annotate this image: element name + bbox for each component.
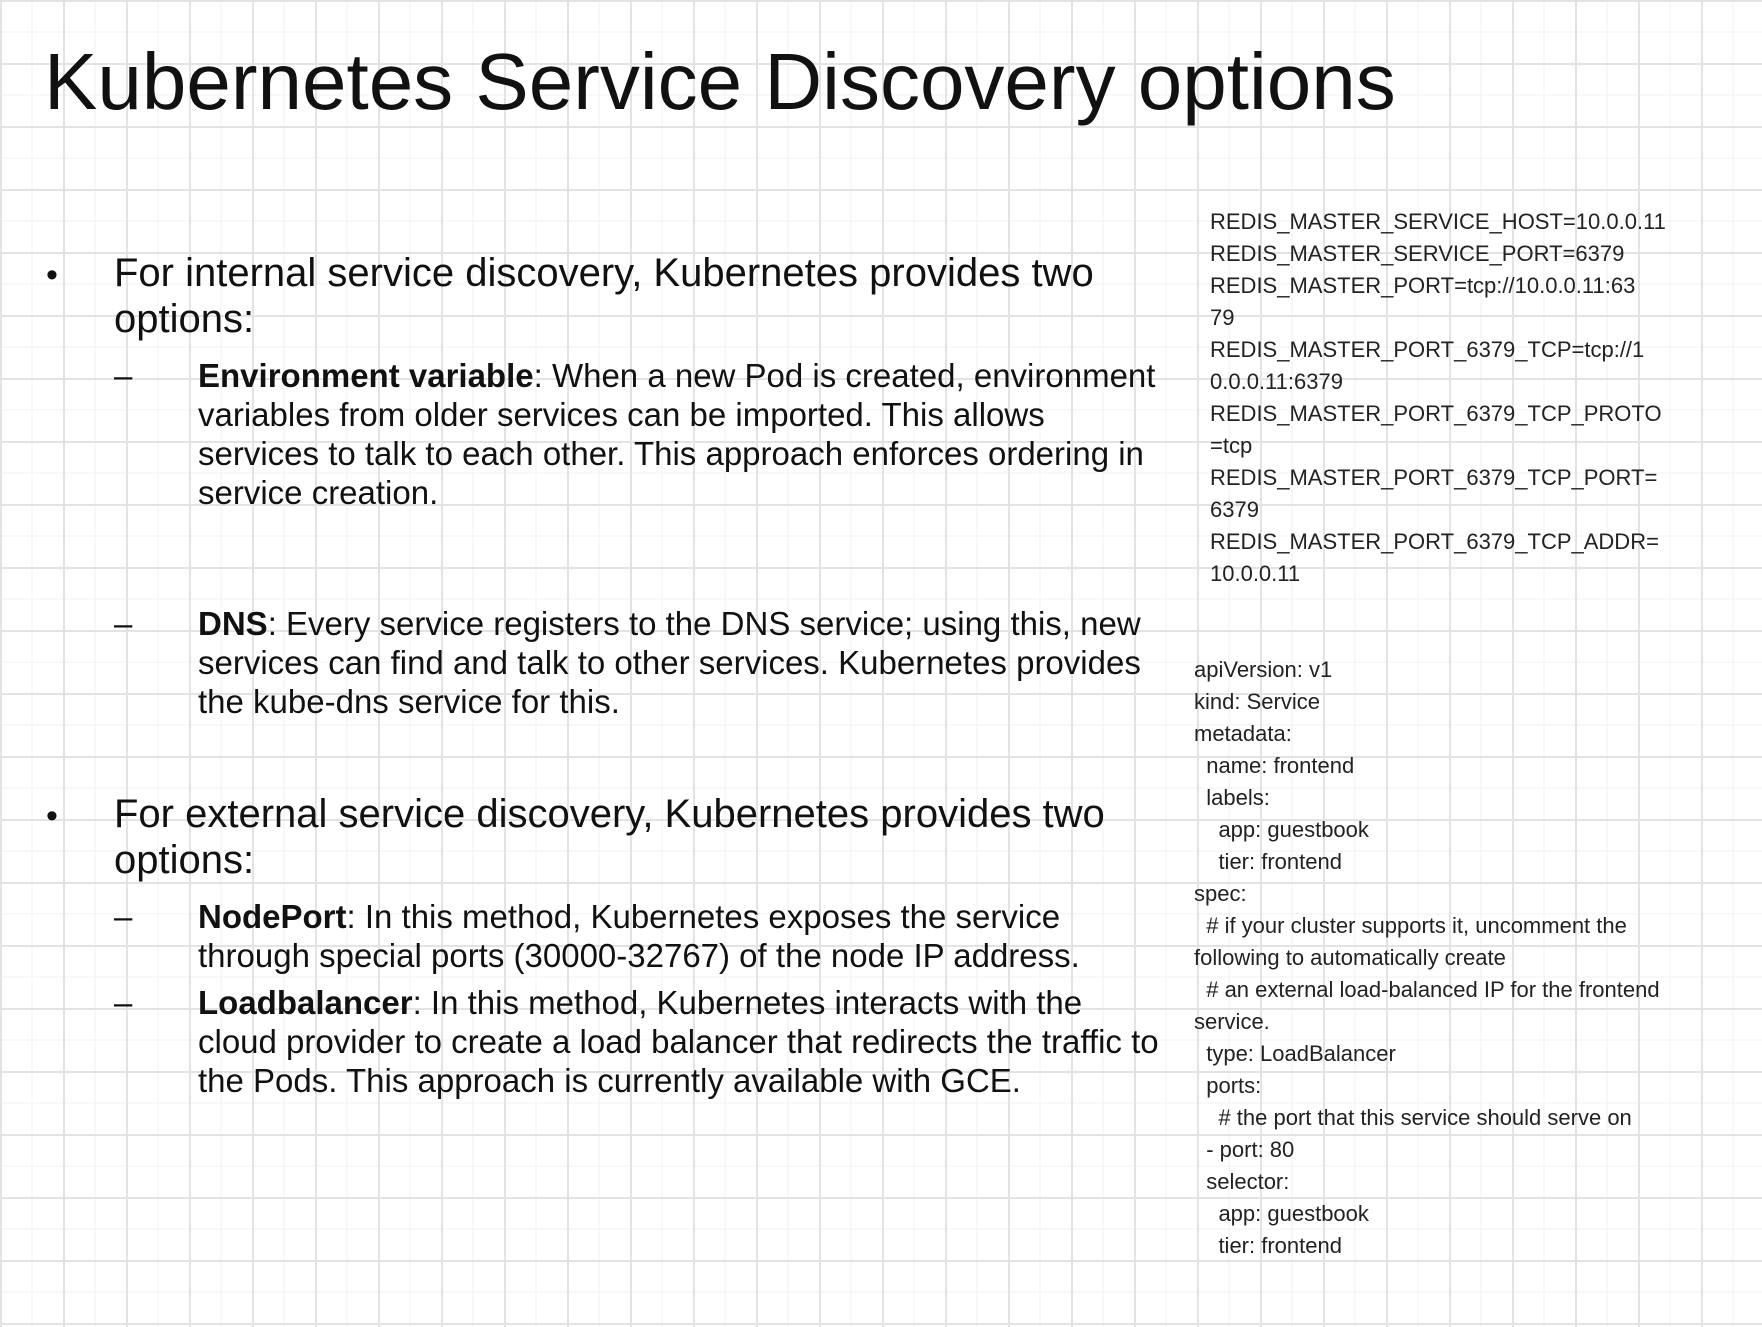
yaml-line: metadata: xyxy=(1194,721,1292,746)
bullet-dot-icon: • xyxy=(46,797,58,835)
env-var-line: REDIS_MASTER_PORT=tcp://10.0.0.11:63 xyxy=(1210,273,1636,298)
sub-item-nodeport xyxy=(114,897,1160,975)
bullet-dot-icon: • xyxy=(46,256,58,294)
sub-list xyxy=(114,897,1160,1100)
env-var-line: REDIS_MASTER_SERVICE_PORT=6379 xyxy=(1210,241,1625,266)
yaml-line: following to automatically create xyxy=(1194,945,1506,970)
sub-item-description: : In this method, Kubernetes interacts with the cloud provider to create a load balancer that redirects the traffic to the Pods. This approach is currently available with GCE. xyxy=(198,984,1159,1099)
yaml-line: name: frontend xyxy=(1194,753,1355,778)
dash-icon: – xyxy=(114,898,133,935)
env-var-line: =tcp xyxy=(1210,433,1253,458)
sub-item-term: DNS xyxy=(198,605,268,642)
bullet-text: For external service discovery, Kubernetes provides two options: xyxy=(114,792,1105,882)
yaml-line: spec: xyxy=(1194,881,1247,906)
sub-item-term: NodePort xyxy=(198,898,347,935)
yaml-line: ports: xyxy=(1194,1073,1262,1098)
env-vars-code-block xyxy=(1210,206,1666,590)
sub-item-description: : In this method, Kubernetes exposes the service through special ports (30000-32767) of the node IP address. xyxy=(198,898,1080,974)
service-yaml-code-block xyxy=(1194,654,1660,1262)
sub-item-description: : When a new Pod is created, environment variables from older services can be imported. This allows services to talk to each other. This approach enforces ordering in service creation. xyxy=(198,357,1156,511)
slide-title: Kubernetes Service Discovery options xyxy=(44,37,1396,126)
yaml-line: service. xyxy=(1194,1009,1270,1034)
env-var-line: REDIS_MASTER_PORT_6379_TCP_PORT= xyxy=(1210,465,1658,490)
yaml-line: # the port that this service should serve on xyxy=(1194,1105,1632,1130)
yaml-line: app: guestbook xyxy=(1194,817,1369,842)
yaml-line: type: LoadBalancer xyxy=(1194,1041,1396,1066)
yaml-line: apiVersion: v1 xyxy=(1194,657,1333,682)
yaml-line: kind: Service xyxy=(1194,689,1320,714)
bullet-text: For internal service discovery, Kubernetes provides two options: xyxy=(114,251,1094,341)
dash-icon: – xyxy=(114,984,133,1021)
yaml-line: # if your cluster supports it, uncomment the xyxy=(1194,913,1627,938)
env-var-line: REDIS_MASTER_SERVICE_HOST=10.0.0.11 xyxy=(1210,209,1666,234)
env-var-line: REDIS_MASTER_PORT_6379_TCP_ADDR= xyxy=(1210,529,1659,554)
sub-item-environment-variable xyxy=(114,356,1160,512)
yaml-line: labels: xyxy=(1194,785,1270,810)
yaml-line: - port: 80 xyxy=(1194,1137,1295,1162)
sub-item-term: Loadbalancer xyxy=(198,984,413,1021)
sub-item-dns xyxy=(114,604,1160,721)
bullet-external-discovery xyxy=(40,791,1160,1100)
dash-icon: – xyxy=(114,605,133,642)
main-content xyxy=(40,250,1160,1100)
env-var-line: 10.0.0.11 xyxy=(1210,561,1301,586)
sub-item-description: : Every service registers to the DNS service; using this, new services can find and talk to other services. Kubernetes provides the kube-dns service for this. xyxy=(198,605,1141,720)
sub-item-loadbalancer xyxy=(114,983,1160,1100)
yaml-line: selector: xyxy=(1194,1169,1290,1194)
env-var-line: REDIS_MASTER_PORT_6379_TCP=tcp://1 xyxy=(1210,337,1645,362)
env-var-line: 0.0.0.11:6379 xyxy=(1210,369,1343,394)
env-var-line: REDIS_MASTER_PORT_6379_TCP_PROTO xyxy=(1210,401,1662,426)
sub-list xyxy=(114,356,1160,721)
bullet-internal-discovery xyxy=(40,250,1160,721)
yaml-line: app: guestbook xyxy=(1194,1201,1369,1226)
yaml-line: tier: frontend xyxy=(1194,849,1342,874)
yaml-line: # an external load-balanced IP for the frontend xyxy=(1194,977,1660,1002)
yaml-line: tier: frontend xyxy=(1194,1233,1342,1258)
dash-icon: – xyxy=(114,357,133,394)
env-var-line: 6379 xyxy=(1210,497,1259,522)
env-var-line: 79 xyxy=(1210,305,1235,330)
sub-item-term: Environment variable xyxy=(198,357,534,394)
